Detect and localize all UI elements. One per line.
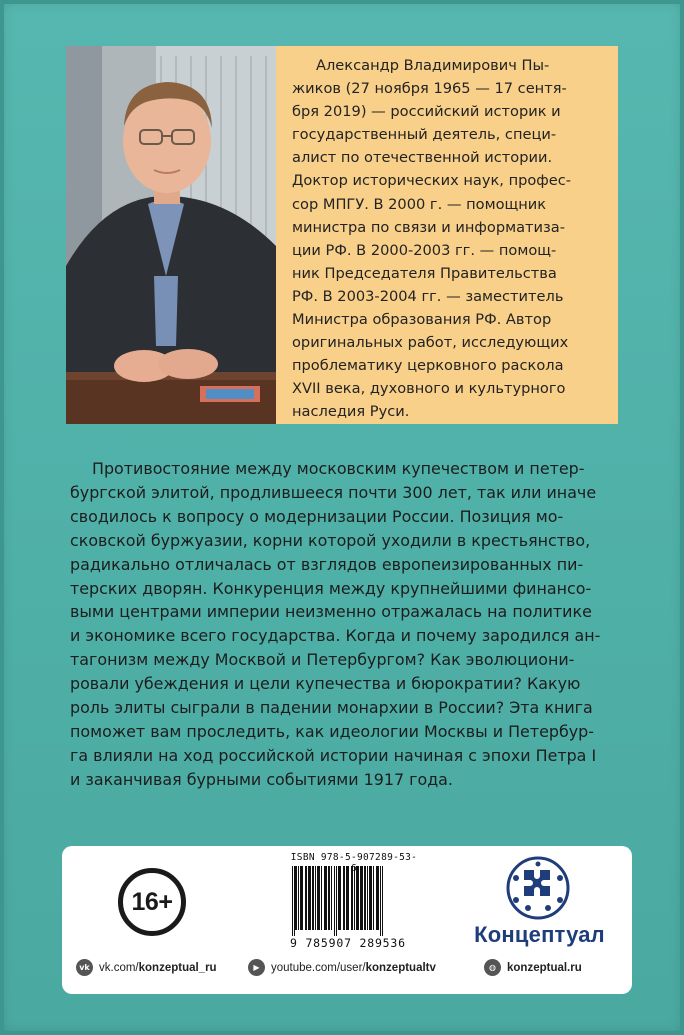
bio-line: Доктор исторических наук, профес- bbox=[292, 172, 572, 190]
barcode-bar bbox=[343, 866, 345, 930]
barcode-block bbox=[288, 852, 420, 948]
bio-line: жиков (27 ноября 1965 — 17 сентя- bbox=[292, 80, 567, 98]
barcode-bar bbox=[376, 866, 379, 930]
website-link-text bbox=[507, 962, 582, 974]
youtube-link-handle: konzeptualtv bbox=[365, 961, 436, 974]
barcode-bar bbox=[308, 866, 311, 930]
barcode-bar bbox=[338, 866, 341, 930]
annotation-line: бургской элитой, продлившееся почти 300 лет, так или иначе bbox=[70, 482, 597, 502]
barcode bbox=[288, 866, 420, 936]
barcode-bar bbox=[369, 866, 372, 930]
bio-line: проблематику церковного раскола bbox=[292, 357, 564, 375]
barcode-bar bbox=[292, 866, 293, 936]
barcode-bar bbox=[367, 866, 368, 930]
author-photo bbox=[66, 46, 276, 424]
annotation-line: радикально отличалась от взглядов европеизированных пи- bbox=[70, 554, 584, 574]
youtube-link[interactable] bbox=[248, 959, 436, 976]
annotation-line: терских дворян. Конкуренция между крупнейшими финансо- bbox=[70, 578, 592, 598]
barcode-bar bbox=[317, 866, 320, 930]
publisher-panel bbox=[62, 846, 632, 994]
bio-line: XVII века, духовного и культурного bbox=[292, 380, 566, 398]
bio-line: Министра образования РФ. Автор bbox=[292, 311, 552, 329]
publisher-logo-icon bbox=[502, 856, 574, 920]
youtube-link-prefix: youtube.com/user/ bbox=[271, 961, 366, 974]
bio-line: ции РФ. В 2000-2003 гг. — помощ- bbox=[292, 241, 557, 259]
vk-icon: vk bbox=[76, 959, 93, 976]
vk-link-handle: konzeptual_ru bbox=[138, 961, 217, 974]
youtube-icon: ▶ bbox=[248, 959, 265, 976]
bio-line: РФ. В 2003-2004 гг. — заместитель bbox=[292, 287, 564, 305]
barcode-bar bbox=[351, 866, 353, 930]
barcode-bar bbox=[354, 866, 355, 930]
annotation-line: га влияли на ход российской истории начиная с эпохи Петра I bbox=[70, 745, 597, 765]
barcode-bar bbox=[380, 866, 381, 936]
bio-line: министра по связи и информатиза- bbox=[292, 218, 566, 236]
barcode-bar bbox=[334, 866, 335, 936]
annotation-line: сводилось к вопросу о модернизации России. Позиция мо- bbox=[70, 506, 564, 526]
barcode-bar bbox=[331, 866, 332, 930]
website-link-handle: konzeptual.ru bbox=[507, 961, 582, 974]
barcode-bar bbox=[315, 866, 316, 930]
annotation-line: выми центрами империи неизменно отражалась на политике bbox=[70, 602, 592, 622]
barcode-digits: 9 785907 289536 bbox=[290, 936, 406, 950]
annotation-line: поможет вам проследить, как идеологии Москвы и Петербур- bbox=[70, 721, 594, 741]
author-portrait-illustration bbox=[66, 46, 276, 424]
barcode-bar bbox=[373, 866, 374, 930]
bio-line: Александр Владимирович Пы- bbox=[316, 57, 550, 74]
bio-line: алист по отечественной истории. bbox=[292, 149, 553, 167]
barcode-bar bbox=[328, 866, 330, 930]
barcode-bar bbox=[346, 866, 349, 930]
annotation-line: Противостояние между московским купечеством и петер- bbox=[92, 459, 585, 478]
author-bio bbox=[276, 46, 618, 424]
barcode-bar bbox=[336, 866, 337, 936]
publisher-name: Концептуал bbox=[474, 922, 605, 947]
barcode-bar bbox=[295, 866, 297, 930]
youtube-link-text bbox=[271, 962, 436, 974]
vk-link[interactable] bbox=[76, 959, 217, 976]
barcode-bar bbox=[356, 866, 359, 930]
globe-icon: ◍ bbox=[484, 959, 501, 976]
social-links bbox=[76, 959, 616, 981]
bio-line: наследия Руси. bbox=[292, 403, 410, 421]
publisher-block bbox=[462, 852, 617, 952]
barcode-bar bbox=[300, 866, 303, 930]
barcode-bar bbox=[294, 866, 295, 936]
bio-line: ник Председателя Правительства bbox=[292, 264, 557, 282]
bio-line: бря 2019) — российский историк и bbox=[292, 103, 561, 121]
vk-link-text bbox=[99, 962, 217, 974]
bio-line: государственный деятель, специ- bbox=[292, 126, 557, 144]
barcode-bar bbox=[324, 866, 327, 930]
author-block bbox=[66, 46, 618, 424]
barcode-bar bbox=[382, 866, 383, 936]
barcode-bar bbox=[305, 866, 307, 930]
bio-line: оригинальных работ, исследующих bbox=[292, 334, 569, 352]
barcode-bar bbox=[360, 866, 363, 930]
annotation-line: и экономике всего государства. Когда и почему зародился ан- bbox=[70, 626, 601, 646]
annotation-line: тагонизм между Москвой и Петербургом? Как эволюциони- bbox=[70, 650, 575, 670]
age-rating-badge: 16+ bbox=[118, 868, 186, 936]
annotation-line: и заканчивая бурными событиями 1917 года. bbox=[70, 769, 453, 789]
book-annotation bbox=[70, 457, 620, 792]
barcode-bar bbox=[364, 866, 366, 930]
isbn-label: ISBN 978-5-907289-53- bbox=[290, 852, 418, 863]
vk-link-prefix: vk.com/ bbox=[99, 961, 139, 974]
annotation-line: сковской буржуазии, корни которой уходили в крестьянство, bbox=[70, 530, 591, 550]
barcode-bar bbox=[321, 866, 322, 930]
barcode-bar bbox=[298, 866, 299, 930]
annotation-line: роль элиты сыграли в падении монархии в России? Эта книга bbox=[70, 698, 593, 718]
website-link[interactable] bbox=[484, 959, 582, 976]
barcode-bar bbox=[312, 866, 314, 930]
annotation-line: ровали убеждения и цели купечества и бюрократии? Какую bbox=[70, 674, 581, 694]
bio-line: сор МПГУ. В 2000 г. — помощник bbox=[292, 195, 547, 213]
